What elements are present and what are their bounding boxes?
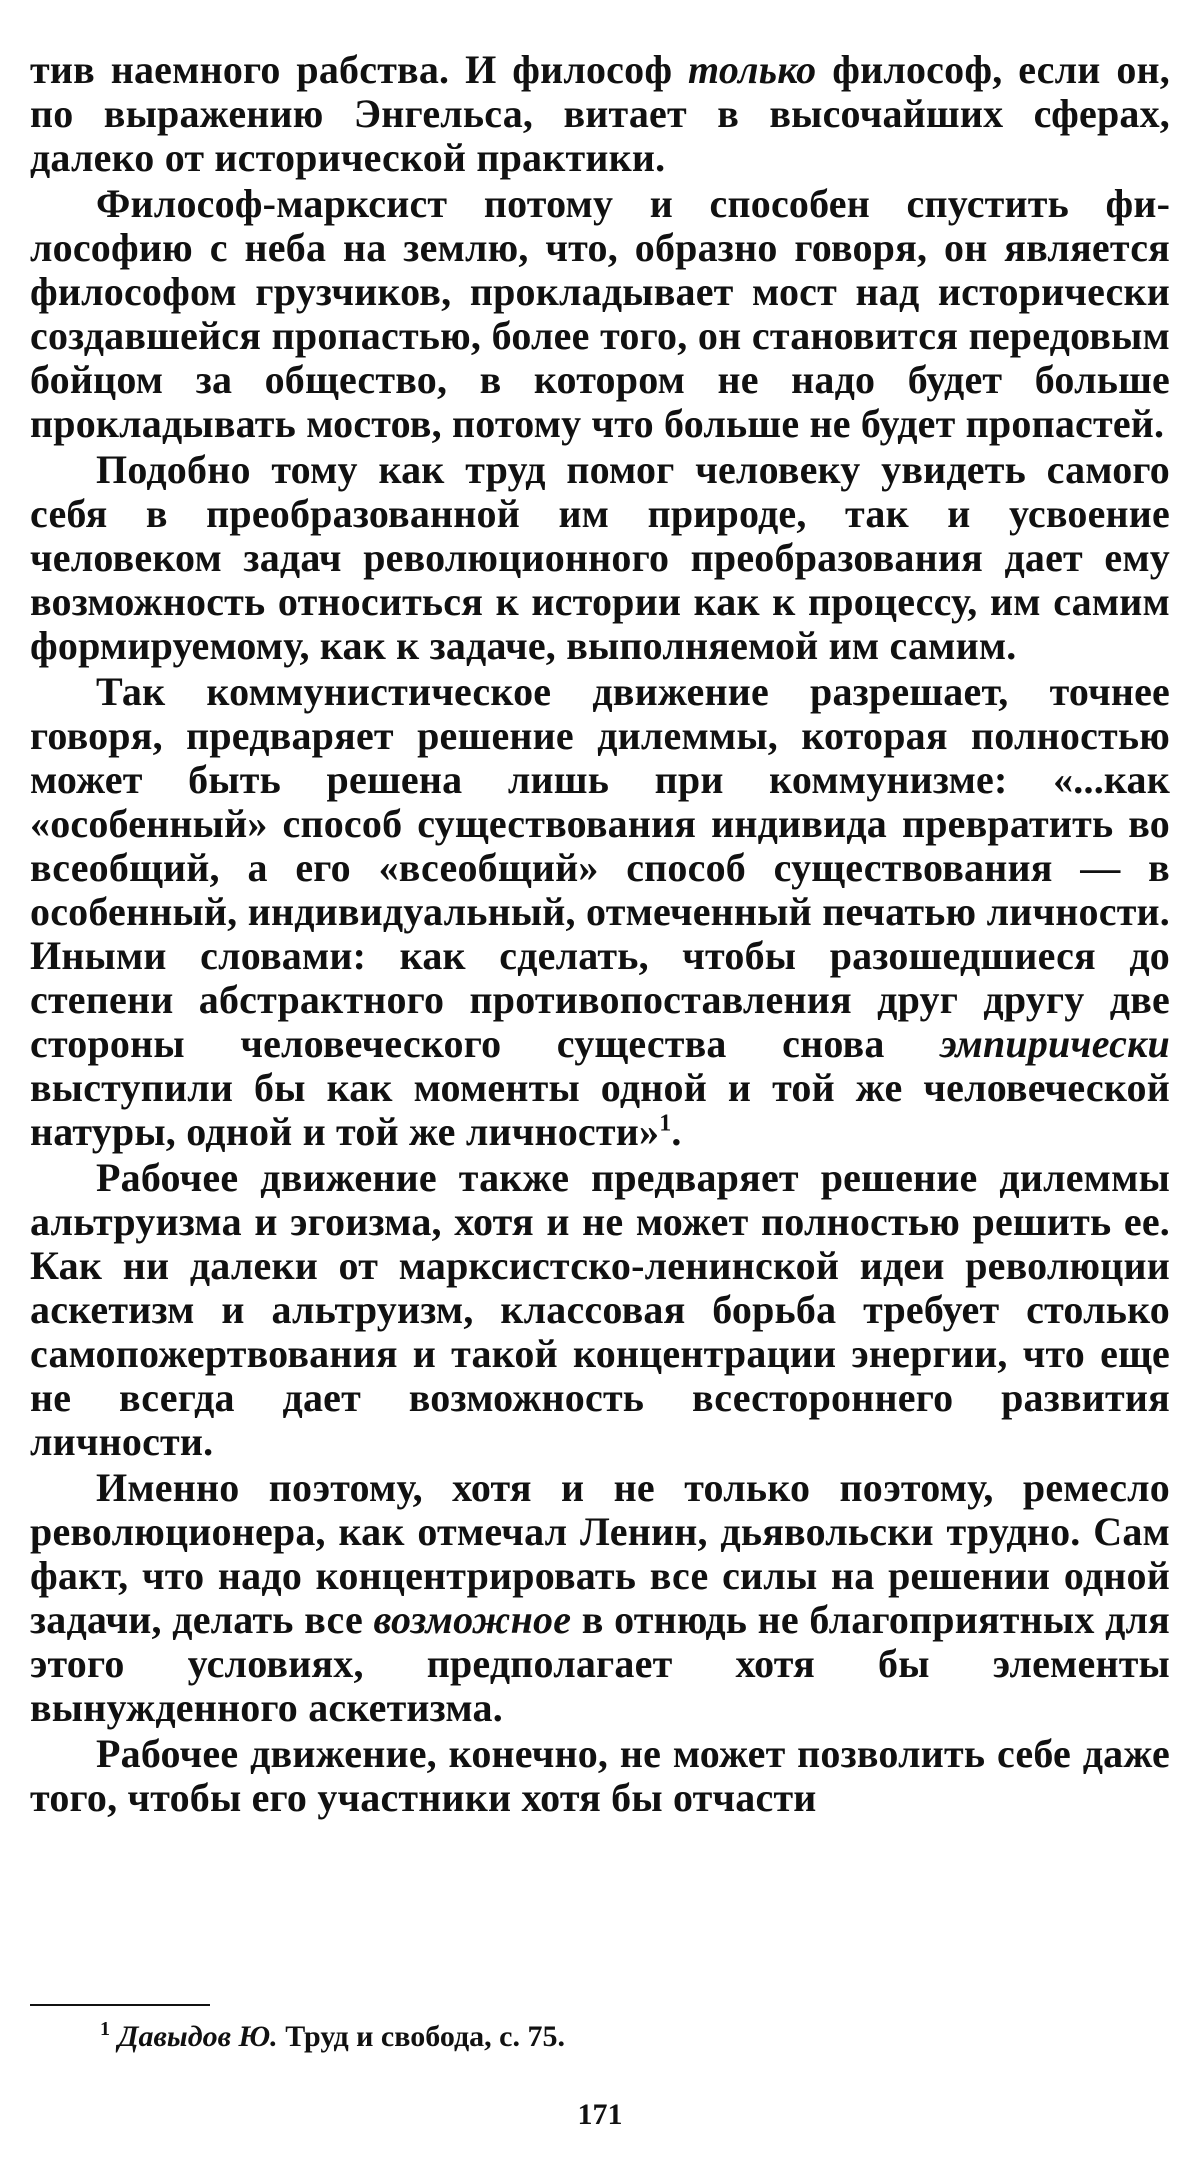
emphasis-text: только [688, 47, 817, 92]
footnote-text: Труд и свобода, с. 75. [277, 2020, 565, 2053]
paragraph-text: Подобно тому как труд помог человеку увидеть самого себя в преобразованной им природе, так и усвоение человеком задач революционного преобразования дает ему возможность относиться к истории как к процессу, им самим формируемому, как к задаче, выполняемой им самим. [30, 447, 1170, 668]
emphasis-text: возможное [373, 1597, 572, 1642]
paragraph-text: . [671, 1109, 682, 1154]
paragraph-text: Философ-марксист потому и способен спустить философию с неба на землю, что, образно говоря, он является философом грузчиков, прокладывает мост над исторически создавшейся пропастью, более того, он становится передовым бойцом за общество, в котором не надо будет больше прокладывать мостов, потому что больше не будет пропастей. [30, 181, 1170, 446]
footnote-author: Давыдов Ю. [118, 2020, 278, 2053]
footnote-divider [30, 2004, 210, 2006]
footnote-mark: 1 [100, 2018, 110, 2040]
footnote-reference: 1 [659, 1110, 672, 1137]
paragraph [30, 670, 1170, 1154]
paragraph-text: Именно поэтому, хотя и не только поэтому, ремесло революционера, как отмечал Ленин, дьявольски трудно. Сам факт, что надо концентрировать все силы на решении одной задачи, делать все [30, 1465, 1170, 1642]
paragraph [30, 1156, 1170, 1464]
page-number: 171 [577, 2098, 623, 2131]
footnote [100, 2020, 565, 2054]
paragraph-text: Так коммунистическое движение разрешает, точнее говоря, предваряет решение дилеммы, которая полностью может быть решена лишь при коммунизме: «...как «особенный» способ существования индивида превратить во всеобщий, а его «всеобщий» способ существования — в особенный, индивидуальный, отмеченный печатью личности. Иными словами: как сделать, чтобы разошедшиеся до степени абстрактного противопоставления друг другу две стороны человеческого существа снова [30, 669, 1170, 1066]
paragraph-text: философ, если он, по выражению Энгельса, витает в высочайших сферах, далеко от исторической практики. [30, 47, 1170, 180]
paragraph-text: выступили бы как моменты одной и той же человеческой натуры, одной и той же личности» [30, 1065, 1170, 1154]
paragraph [30, 1732, 1170, 1820]
paragraph [30, 48, 1170, 180]
emphasis-text: эмпирически [940, 1021, 1170, 1066]
paragraph [30, 182, 1170, 446]
paragraph-text: Рабочее движение, конечно, не может позволить себе даже того, чтобы его участники хотя бы отчасти [30, 1731, 1170, 1820]
paragraph-text: Рабочее движение также предваряет решение дилеммы альтруизма и эгоизма, хотя и не может полностью решить ее. Как ни далеки от марксистско-ленинской идеи революции аскетизм и альтруизм, классовая борьба требует столько самопожертвования и такой концентрации энергии, что еще не всегда дает возможность всестороннего развития личности. [30, 1155, 1170, 1464]
paragraph [30, 1466, 1170, 1730]
paragraph-text: в отнюдь не благоприятных для этого условиях, предполагает хотя бы элементы вынужденного аскетизма. [30, 1597, 1170, 1730]
page-body [30, 48, 1170, 1820]
paragraph [30, 448, 1170, 668]
paragraph-text: тив наемного рабства. И философ [30, 47, 689, 92]
